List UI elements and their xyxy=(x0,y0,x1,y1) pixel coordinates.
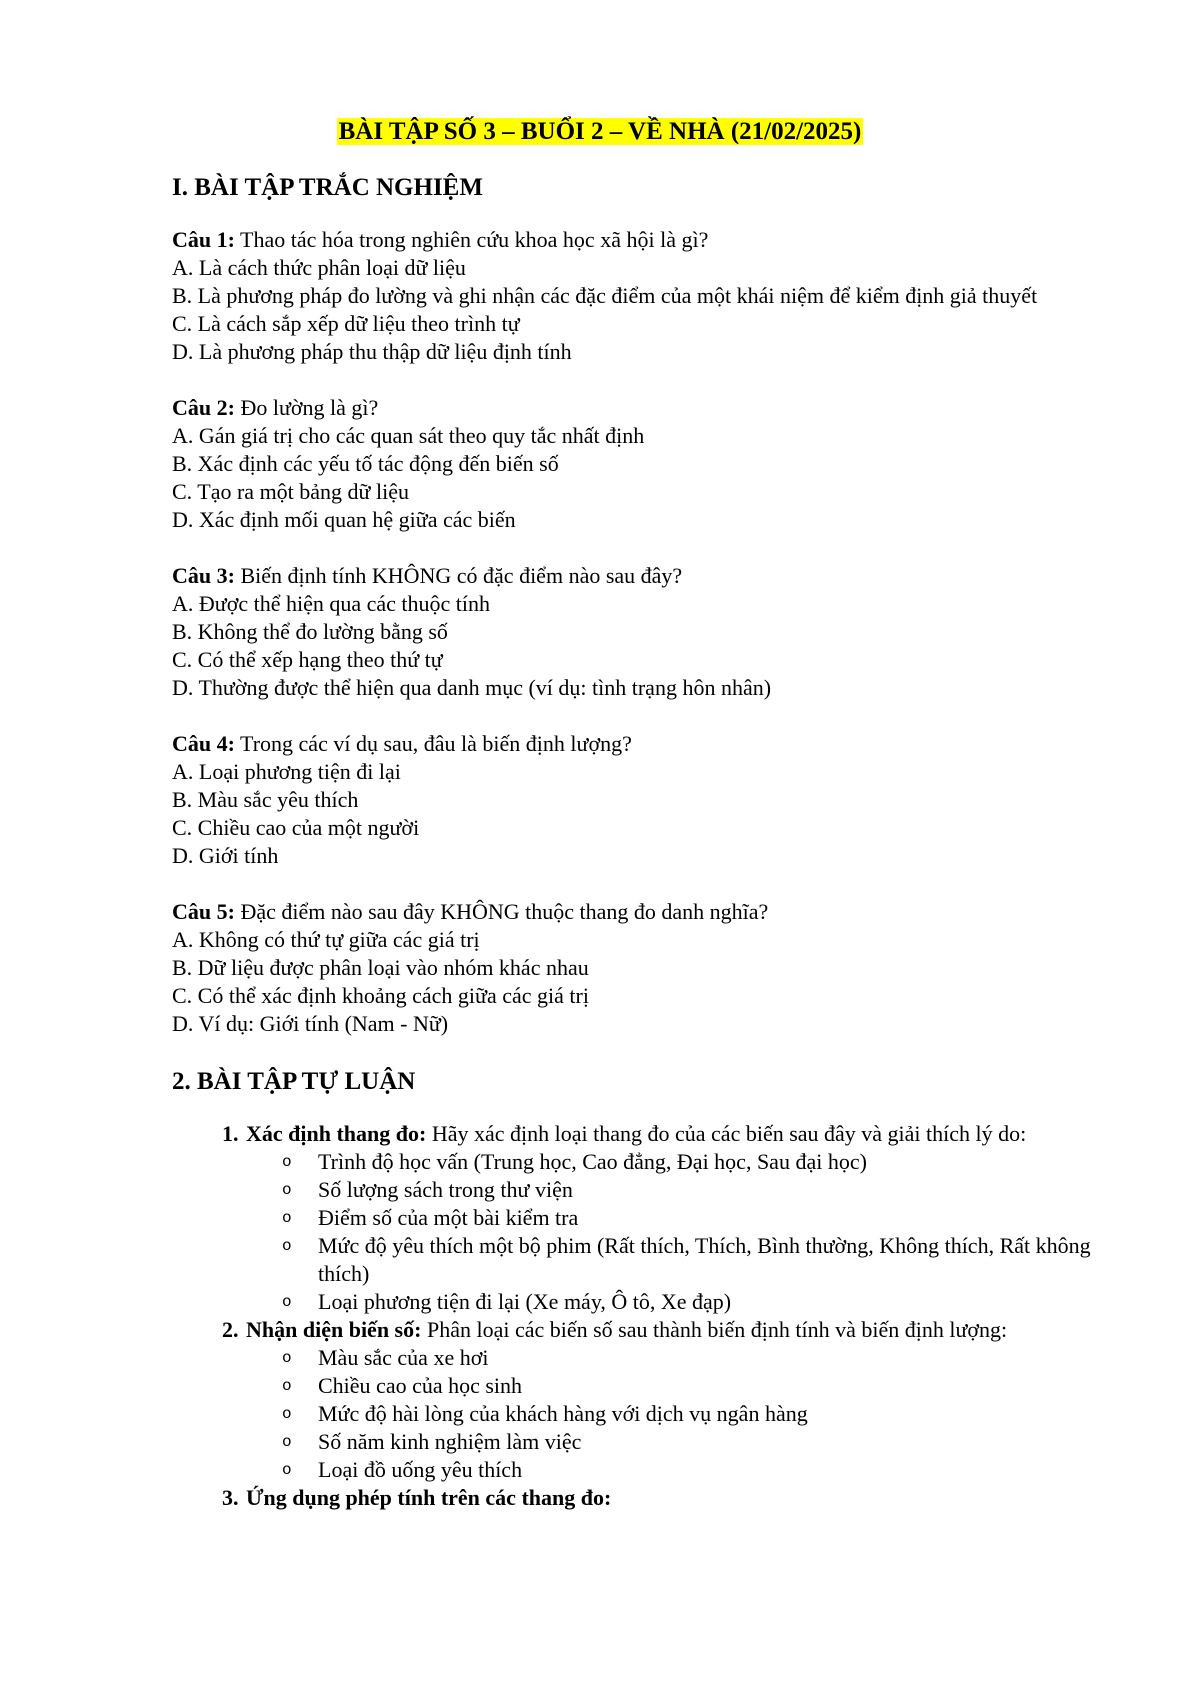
question-text: Đặc điểm nào sau đây KHÔNG thuộc thang đo danh nghĩa? xyxy=(234,899,769,924)
question-label: Câu 5: xyxy=(172,899,235,924)
task-text: Hãy xác định loại thang đo của các biến sau đây và giải thích lý do: xyxy=(426,1121,1027,1146)
answer-option: A. Loại phương tiện đi lại xyxy=(172,759,401,784)
answer-option: B. Màu sắc yêu thích xyxy=(172,787,359,812)
essay-task-2 xyxy=(244,1316,1092,1484)
question-label: Câu 4: xyxy=(172,731,235,756)
question-text: Thao tác hóa trong nghiên cứu khoa học xã hội là gì? xyxy=(234,227,709,252)
answer-option: C. Là cách sắp xếp dữ liệu theo trình tự xyxy=(172,311,520,336)
list-item: o Số năm kinh nghiệm làm việc xyxy=(318,1428,1092,1456)
question-text: Biến định tính KHÔNG có đặc điểm nào sau đây? xyxy=(234,563,683,588)
answer-option: D. Thường được thể hiện qua danh mục (ví dụ: tình trạng hôn nhân) xyxy=(172,675,772,700)
list-item: o Mức độ hài lòng của khách hàng với dịch vụ ngân hàng xyxy=(318,1400,1092,1428)
question-stem xyxy=(172,898,1092,926)
answer-option: D. Ví dụ: Giới tính (Nam - Nữ) xyxy=(172,1011,449,1036)
question-stem xyxy=(172,226,1092,254)
answer-option: A. Được thể hiện qua các thuộc tính xyxy=(172,591,491,616)
question-3 xyxy=(172,562,1092,702)
answer-option: D. Giới tính xyxy=(172,843,279,868)
list-item: o Chiều cao của học sinh xyxy=(318,1372,1092,1400)
answer-option: B. Không thể đo lường bằng số xyxy=(172,619,448,644)
question-label: Câu 1: xyxy=(172,227,235,252)
essay-task-3 xyxy=(244,1484,1092,1512)
essay-task-1 xyxy=(244,1120,1092,1316)
answer-option: C. Chiều cao của một người xyxy=(172,815,420,840)
answer-option: C. Tạo ra một bảng dữ liệu xyxy=(172,479,409,504)
list-item: o Loại phương tiện đi lại (Xe máy, Ô tô, Xe đạp) xyxy=(318,1288,1092,1316)
answer-option: D. Xác định mối quan hệ giữa các biến xyxy=(172,507,516,532)
question-label: Câu 3: xyxy=(172,563,235,588)
document-title-text: BÀI TẬP SỐ 3 – BUỔI 2 – VỀ NHÀ (21/02/2025) xyxy=(338,118,862,145)
essay-task-list xyxy=(172,1120,1092,1512)
answer-option: D. Là phương pháp thu thập dữ liệu định tính xyxy=(172,339,572,364)
question-5 xyxy=(172,898,1092,1038)
answer-option: B. Là phương pháp đo lường và ghi nhận các đặc điểm của một khái niệm để kiểm định giả thuyết xyxy=(172,283,1038,308)
list-item: o Số lượng sách trong thư viện xyxy=(318,1176,1092,1204)
task-subitem-list xyxy=(246,1344,1092,1484)
question-stem xyxy=(172,394,1092,422)
answer-option: C. Có thể xác định khoảng cách giữa các giá trị xyxy=(172,983,589,1008)
question-text: Trong các ví dụ sau, đâu là biến định lượng? xyxy=(234,731,632,756)
task-label: Ứng dụng phép tính trên các thang đo: xyxy=(246,1485,612,1510)
task-subitem-list xyxy=(246,1148,1092,1316)
question-stem xyxy=(172,562,1092,590)
task-text: Phân loại các biến số sau thành biến định tính và biến định lượng: xyxy=(421,1317,1008,1342)
question-1 xyxy=(172,226,1092,366)
list-item: o Màu sắc của xe hơi xyxy=(318,1344,1092,1372)
essay-section-heading: 2. BÀI TẬP TỰ LUẬN xyxy=(172,1068,416,1095)
answer-option: C. Có thể xếp hạng theo thứ tự xyxy=(172,647,443,672)
question-4 xyxy=(172,730,1092,870)
list-item: o Trình độ học vấn (Trung học, Cao đẳng, Đại học, Sau đại học) xyxy=(318,1148,1092,1176)
answer-option: A. Không có thứ tự giữa các giá trị xyxy=(172,927,480,952)
question-stem xyxy=(172,730,1092,758)
answer-option: B. Xác định các yếu tố tác động đến biến số xyxy=(172,451,559,476)
task-label: Nhận diện biến số: xyxy=(246,1317,422,1342)
list-item: o Loại đồ uống yêu thích xyxy=(318,1456,1092,1484)
answer-option: A. Gán giá trị cho các quan sát theo quy tắc nhất định xyxy=(172,423,645,448)
list-item: o Mức độ yêu thích một bộ phim (Rất thích, Thích, Bình thường, Không thích, Rất không thích) xyxy=(318,1232,1092,1288)
list-item: o Điểm số của một bài kiểm tra xyxy=(318,1204,1092,1232)
answer-option: B. Dữ liệu được phân loại vào nhóm khác nhau xyxy=(172,955,589,980)
question-2 xyxy=(172,394,1092,534)
task-label: Xác định thang đo: xyxy=(246,1121,427,1146)
document-title xyxy=(0,116,1200,148)
question-label: Câu 2: xyxy=(172,395,235,420)
document-body xyxy=(172,172,1092,1512)
question-text: Đo lường là gì? xyxy=(234,395,379,420)
mcq-section-heading: I. BÀI TẬP TRẮC NGHIỆM xyxy=(172,174,483,201)
answer-option: A. Là cách thức phân loại dữ liệu xyxy=(172,255,466,280)
